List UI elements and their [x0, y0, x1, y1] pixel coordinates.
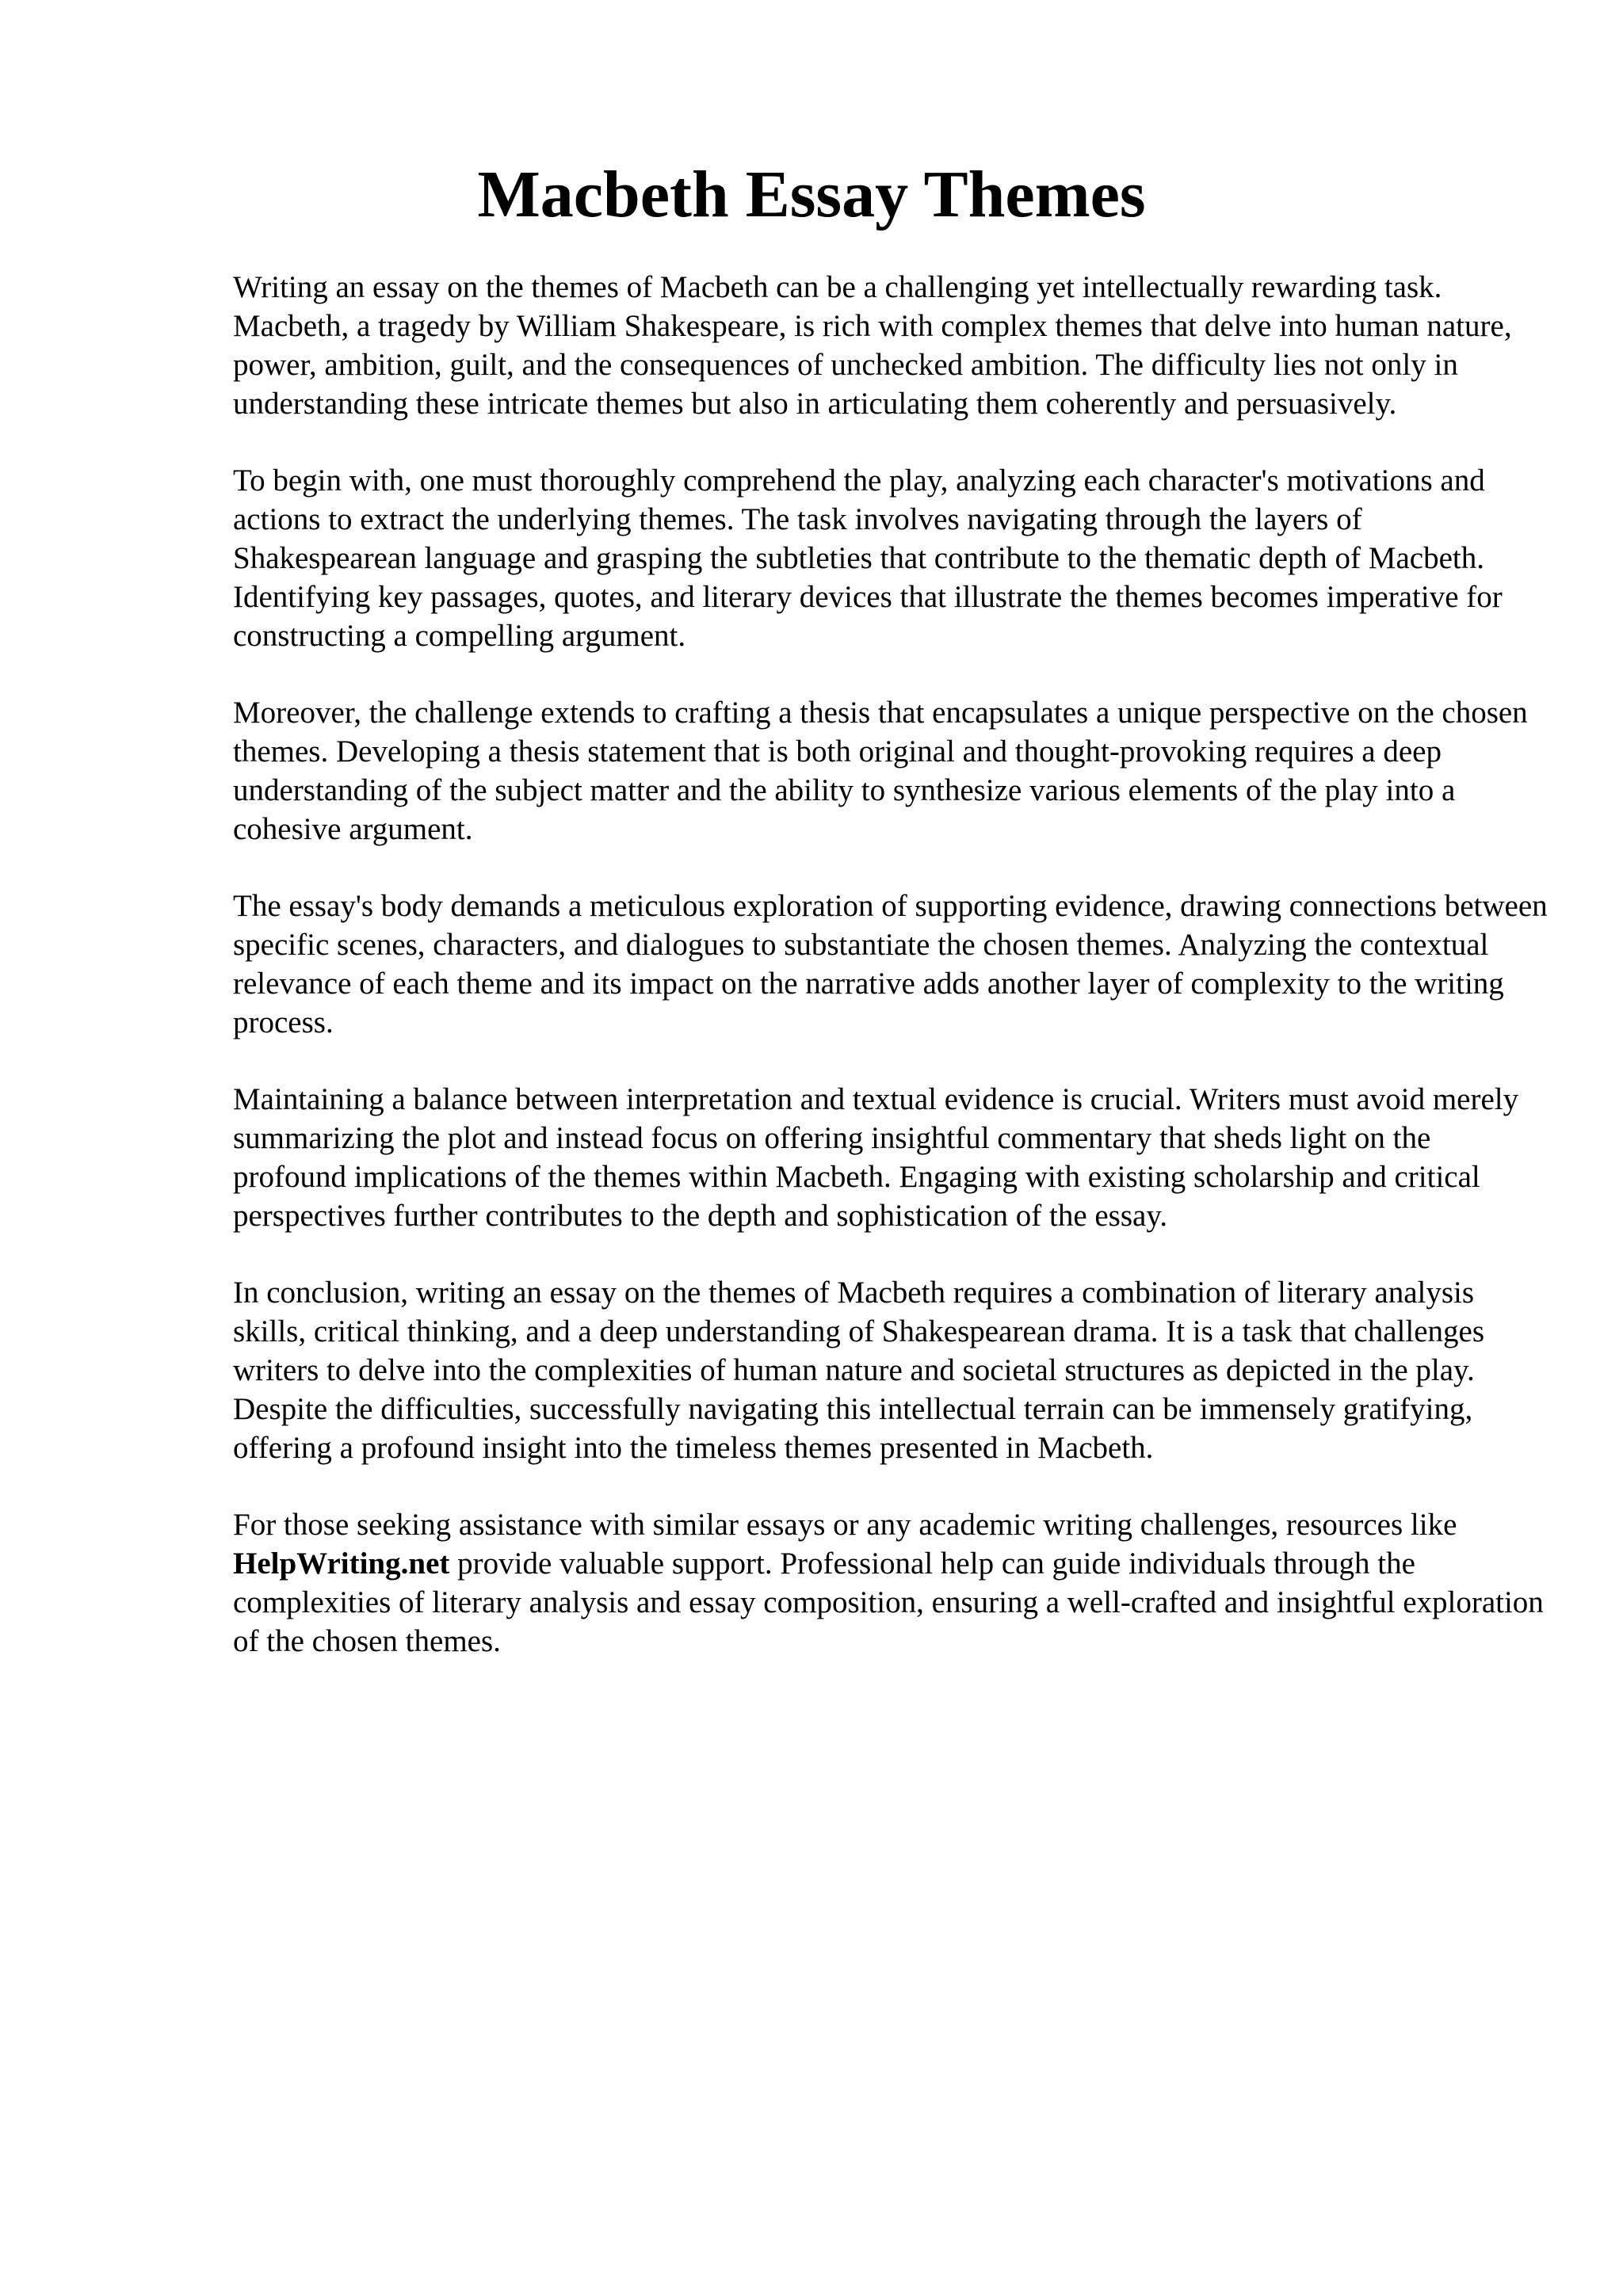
paragraph-closing: [233, 1505, 1549, 1661]
closing-text-before: For those seeking assistance with similar essays or any academic writing challenges, resources like: [233, 1508, 1457, 1542]
page-title: Macbeth Essay Themes: [477, 158, 1146, 231]
paragraph-comprehension: To begin with, one must thoroughly comprehend the play, analyzing each character's motivations and actions to extract the underlying themes. The task involves navigating through the layers of Shakespearean language and grasping the subtleties that contribute to the thematic depth of Macbeth. Identifying key passages, quotes, and literary devices that illustrate the themes becomes imperative for constructing a compelling argument.: [233, 463, 1503, 653]
paragraph-thesis: Moreover, the challenge extends to crafting a thesis that encapsulates a unique perspective on the chosen themes. Developing a thesis statement that is both original and thought-provoking requires a deep understanding of the subject matter and the ability to synthesize various elements of the play into a cohesive argument.: [233, 696, 1528, 846]
paragraph-balance: Maintaining a balance between interpretation and textual evidence is crucial. Writers must avoid merely summarizing the plot and instead focus on offering insightful commentary that sheds light on the profound implications of the themes within Macbeth. Engaging with existing scholarship and critical perspectives further contributes to the depth and sophistication of the essay.: [233, 1082, 1519, 1233]
paragraph-body: The essay's body demands a meticulous exploration of supporting evidence, drawing connections between specific scenes, characters, and dialogues to substantiate the chosen themes. Analyzing the contextual relevance of each theme and its impact on the narrative adds another layer of complexity to the writing process.: [233, 889, 1548, 1039]
paragraph-intro: Writing an essay on the themes of Macbeth can be a challenging yet intellectually rewarding task. Macbeth, a tragedy by William Shakespeare, is rich with complex themes that delve into human nature, power, ambition, guilt, and the consequences of unchecked ambition. The difficulty lies not only in understanding these intricate themes but also in articulating them coherently and persuasively.: [233, 270, 1512, 421]
paragraph-conclusion: In conclusion, writing an essay on the themes of Macbeth requires a combination of literary analysis skills, critical thinking, and a deep understanding of Shakespearean drama. It is a task that challenges writers to delve into the complexities of human nature and societal structures as depicted in the play. Despite the difficulties, successfully navigating this intellectual terrain can be immensely gratifying, offering a profound insight into the timeless themes presented in Macbeth.: [233, 1276, 1485, 1465]
closing-text-after: provide valuable support. Professional help can guide individuals through the complexities of literary analysis and essay composition, ensuring a well-crafted and insightful exploration of the chosen themes.: [233, 1547, 1544, 1658]
document-body: [233, 268, 1549, 1699]
brand-name: HelpWriting.net: [233, 1547, 450, 1581]
